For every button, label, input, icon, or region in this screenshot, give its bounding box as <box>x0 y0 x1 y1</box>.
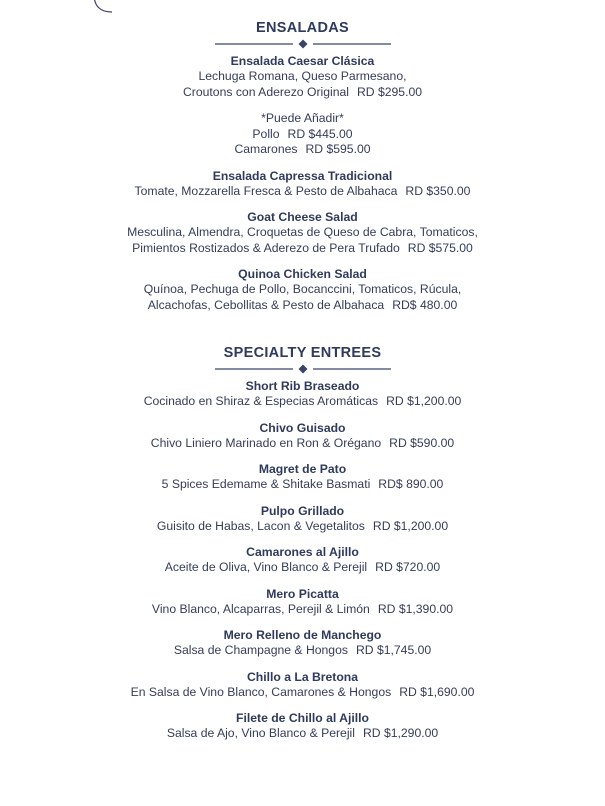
item-name: Mero Picatta <box>266 586 339 601</box>
item-price: RD $1,745.00 <box>355 643 432 657</box>
item-description-row <box>0 298 605 314</box>
item-description: Lechuga Romana, Queso Parmesano, <box>198 69 407 83</box>
item-name: Ensalada Caesar Clásica <box>230 54 375 68</box>
item-description: Aceite de Oliva, Vino Blanco & Perejil <box>164 560 368 574</box>
menu-item <box>0 210 605 256</box>
menu-item <box>0 711 605 742</box>
addon-row <box>0 142 605 158</box>
ornament-divider-icon <box>215 364 391 374</box>
menu-item <box>0 267 605 313</box>
menu-item <box>0 379 605 410</box>
addon-row <box>0 127 605 143</box>
item-description: Vino Blanco, Alcaparras, Perejil & Limón <box>151 601 370 616</box>
item-description: Guisito de Habas, Lacon & Vegetalitos <box>156 518 365 533</box>
item-price: RD $575.00 <box>407 240 473 255</box>
item-description: Chivo Liniero Marinado en Ron & Orégano <box>150 435 382 450</box>
item-price: RD $590.00 <box>389 435 455 450</box>
item-price: RD $1,200.00 <box>372 518 449 533</box>
item-name: Chillo a La Bretona <box>246 669 359 684</box>
menu-item <box>0 504 605 535</box>
item-name: Mero Relleno de Manchego <box>223 628 382 642</box>
item-price: RD $720.00 <box>375 560 441 574</box>
item-description-row <box>0 436 605 452</box>
item-price: RD $1,290.00 <box>362 726 439 740</box>
item-description: Pimientos Rostizados & Aderezo de Pera Trufado <box>132 240 400 255</box>
menu-item <box>0 670 605 701</box>
item-description-row <box>0 602 605 618</box>
item-description-row <box>0 560 605 576</box>
item-description: Salsa de Champagne & Hongos <box>173 643 348 657</box>
item-price: RD $1,390.00 <box>377 601 454 616</box>
item-description: Croutons con Aderezo Original <box>182 84 349 99</box>
menu-item <box>0 462 605 493</box>
item-name: Camarones al Ajillo <box>246 545 359 559</box>
item-description <box>0 85 605 101</box>
addon-name: Camarones <box>234 142 298 156</box>
item-name: Magret de Pato <box>258 462 347 476</box>
section-title: SPECIALTY ENTREES <box>223 345 382 361</box>
item-description-row <box>0 643 605 659</box>
section-ensaladas <box>0 19 605 313</box>
menu-item <box>0 628 605 659</box>
addon-price: RD $595.00 <box>305 142 371 156</box>
item-description-row <box>0 477 605 493</box>
item-description: Quínoa, Pechuga de Pollo, Bocanccini, Tomaticos, Rúcula, <box>143 282 462 296</box>
item-name: Quinoa Chicken Salad <box>238 267 367 281</box>
item-description: Tomate, Mozzarella Fresca & Pesto de Albahaca <box>134 183 398 198</box>
item-name: Goat Cheese Salad <box>247 210 358 224</box>
addon-price: RD $445.00 <box>287 126 353 141</box>
item-description: Mesculina, Almendra, Croquetas de Queso de Cabra, Tomaticos, <box>127 225 478 239</box>
item-description-row <box>0 726 605 742</box>
item-description-row <box>0 184 605 200</box>
menu-item <box>0 169 605 200</box>
item-description: 5 Spices Edemame & Shitake Basmati <box>161 477 371 491</box>
item-name: Pulpo Grillado <box>260 503 345 518</box>
item-price: RD $350.00 <box>405 183 471 198</box>
item-name: Short Rib Braseado <box>245 379 360 393</box>
item-description-row <box>0 685 605 701</box>
item-description-row <box>0 394 605 410</box>
item-description: Salsa de Ajo, Vino Blanco & Perejil <box>166 726 355 740</box>
item-description-row <box>0 241 605 257</box>
item-price: RD$ 480.00 <box>392 297 458 312</box>
menu-page <box>0 19 605 742</box>
section-specialty-entrees <box>0 344 605 742</box>
item-description: Alcachofas, Cebollitas & Pesto de Albahaca <box>147 297 385 312</box>
item-description: En Salsa de Vino Blanco, Camarones & Hongos <box>130 684 392 699</box>
item-price: RD $295.00 <box>356 84 423 99</box>
item-name: Ensalada Capressa Tradicional <box>212 168 393 183</box>
addon-title: *Puede Añadir* <box>261 111 344 125</box>
section-title: ENSALADAS <box>256 20 349 36</box>
item-description-row <box>0 519 605 535</box>
item-description: Cocinado en Shiraz & Especias Aromáticas <box>143 394 379 408</box>
item-name: Chivo Guisado <box>259 420 346 435</box>
menu-item <box>0 545 605 576</box>
corner-ornament-icon <box>88 0 116 18</box>
addon-name: Pollo <box>252 126 280 141</box>
ornament-divider-icon <box>215 39 391 49</box>
item-price: RD $1,200.00 <box>386 394 462 408</box>
menu-item <box>0 587 605 618</box>
menu-item <box>0 421 605 452</box>
item-price: RD $1,690.00 <box>399 684 475 699</box>
item-name: Filete de Chillo al Ajillo <box>236 711 369 725</box>
item-price: RD$ 890.00 <box>378 477 444 491</box>
menu-item <box>0 54 605 158</box>
